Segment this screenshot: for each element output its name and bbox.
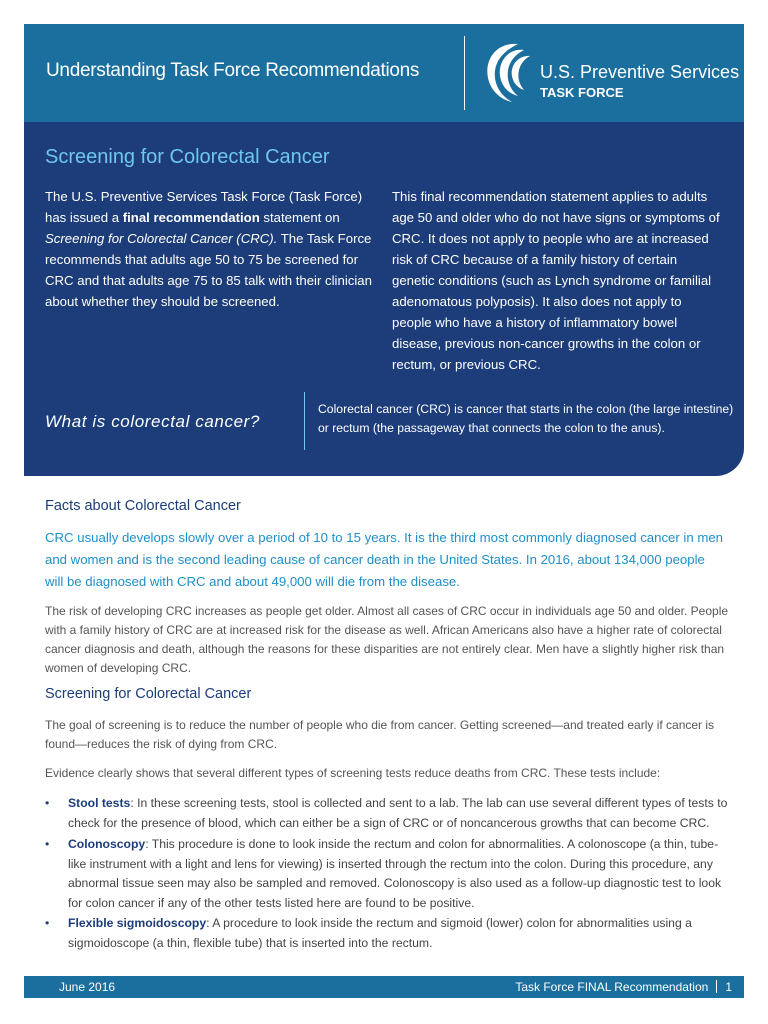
bullet-text: : In these screening tests, stool is collected and sent to a lab. The lab can use several different types of tests to check for the presence of blood, which can either be a sign of CRC or of noncancerous growths that can become CRC.	[68, 796, 728, 830]
page-number: 1	[725, 980, 732, 994]
bullet-flexible-sigmoidoscopy	[45, 914, 730, 953]
footer-label: Task Force FINAL Recommendation	[515, 980, 709, 994]
intro-left-text-2: statement on	[259, 210, 340, 225]
footer-right	[515, 980, 732, 994]
intro-right-paragraph: This final recommendation statement applies to adults age 50 and older who do not have signs or symptoms of CRC. It does not apply to people who are at increased risk of CRC because of a family history of certain genetic conditions (such as Lynch syndrome or familial adenomatous polyposis). It also does not apply to people who have a history of inflammatory bowel disease, previous non-cancer growths in the colon or rectum, or previous CRC.	[392, 189, 720, 372]
intro-left-text-3: The Task Force recommends that adults age 50 to 75 be screened for CRC and that adults age 75 to 85 talk with their clinician about whether they should be screened.	[45, 231, 372, 309]
intro-title: Screening for Colorectal Cancer	[45, 146, 330, 168]
bullet-colonoscopy	[45, 835, 730, 913]
facts-heading: Facts about Colorectal Cancer	[45, 498, 241, 514]
what-divider	[304, 392, 305, 450]
banner-divider	[464, 36, 465, 110]
org-subtitle: TASK FORCE	[540, 85, 624, 100]
bullet-stool-tests	[45, 794, 730, 833]
intro-left-bold: final recommendation	[122, 210, 260, 225]
footer-date: June 2016	[59, 980, 116, 994]
facts-body-paragraph: The risk of developing CRC increases as people get older. Almost all cases of CRC occur in individuals age 50 and older. People with a family history of CRC are at increased risk for the disease as well. African Americans also have a higher rate of colorectal cancer diagnosis and death, although the reasons for these disparities are not entirely clear. Men have a slightly higher risk than women of developing CRC.	[45, 604, 729, 675]
intro-left-text-1: The U.S. Preventive Services Task Force (Task Force) has issued a	[45, 189, 363, 225]
bullet-dot: •	[45, 796, 50, 810]
bullet-term: Colonoscopy	[68, 837, 146, 851]
intro-left-italic: Screening for Colorectal Cancer (CRC).	[45, 231, 278, 246]
header-banner	[24, 24, 744, 122]
facts-lead-paragraph: CRC usually develops slowly over a period of 10 to 15 years. It is the third most commonly diagnosed cancer in men and women and is the second leading cause of cancer death in the United States. In 2016, about 134,000 people will be diagnosed with CRC and about 49,000 will die from the disease.	[45, 530, 724, 589]
intro-panel	[24, 122, 744, 476]
screening-paragraph-2: Evidence clearly shows that several different types of screening tests reduce deaths from CRC. These tests include:	[45, 766, 661, 780]
intro-left-paragraph	[45, 186, 375, 312]
footer-separator	[716, 980, 717, 993]
banner-title: Understanding Task Force Recommendations	[46, 60, 420, 81]
screening-heading: Screening for Colorectal Cancer	[45, 686, 252, 702]
footer-bar	[24, 976, 744, 998]
bullet-dot: •	[45, 916, 50, 930]
what-is-answer: Colorectal cancer (CRC) is cancer that starts in the colon (the large intestine) or rectum (the passageway that connects the colon to the anus).	[318, 402, 734, 435]
bullet-term: Flexible sigmoidoscopy	[68, 916, 207, 930]
org-name: U.S. Preventive Services	[540, 62, 740, 82]
uspstf-swoosh-logo-icon	[478, 36, 538, 110]
bullet-text: : This procedure is done to look inside the rectum and colon for abnormalities. A colonoscope (a thin, tube-like instrument with a light and lens for viewing) is inserted through the rectum into the colon. During this procedure, any abnormal tissue seen may also be sampled and removed. Colonoscopy is also used as a follow-up diagnostic test to look for colon cancer if any of the other tests listed here are found to be positive.	[68, 837, 722, 910]
screening-paragraph-1: The goal of screening is to reduce the number of people who die from cancer. Getting screened—and treated early if cancer is found—reduces the risk of dying from CRC.	[45, 718, 715, 751]
bullet-text: : A procedure to look inside the rectum and sigmoid (lower) colon for abnormalities using a sigmoidoscope (a thin, flexible tube) that is inserted into the rectum.	[68, 916, 692, 950]
bullet-term: Stool tests	[68, 796, 131, 810]
what-is-question: What is colorectal cancer?	[45, 412, 260, 431]
bullet-dot: •	[45, 837, 50, 851]
